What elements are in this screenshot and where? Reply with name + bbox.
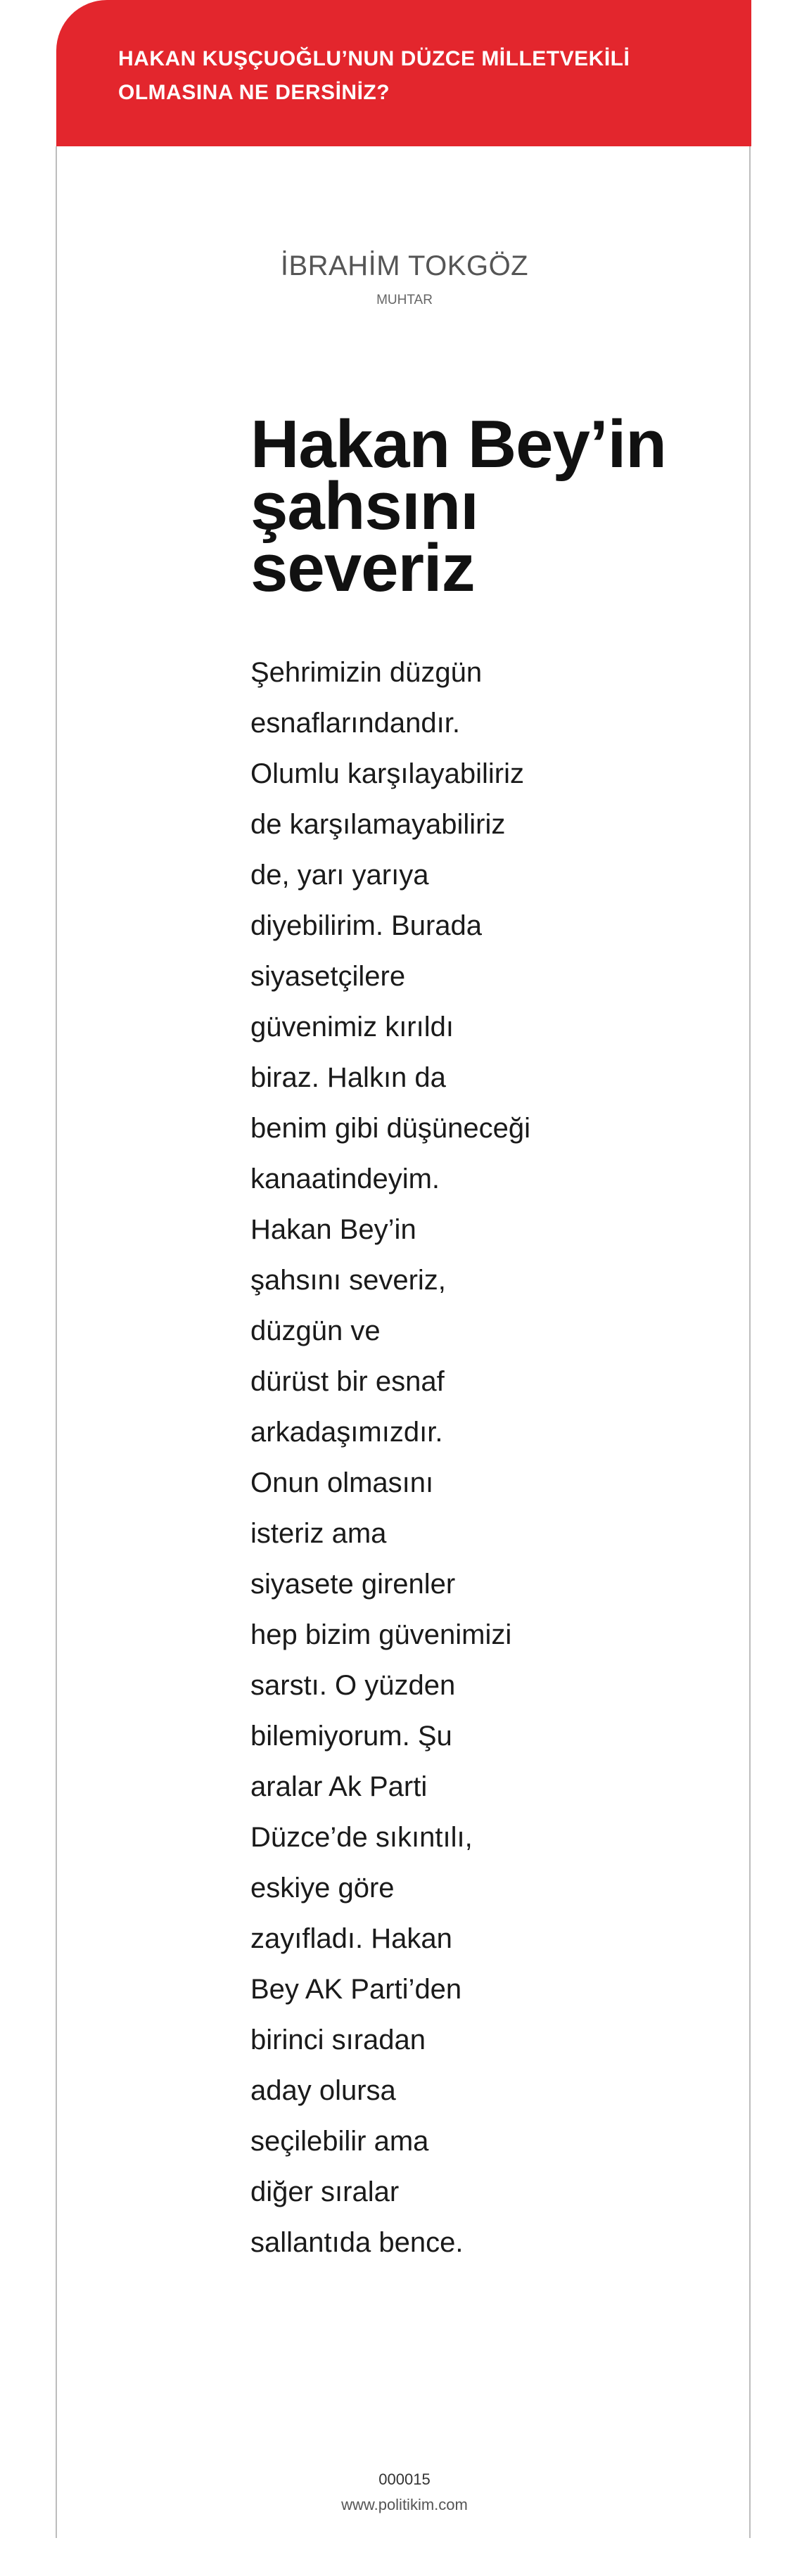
body-line: Bey AK Parti’den xyxy=(250,1974,462,2005)
body-line: zayıfladı. Hakan xyxy=(250,1923,452,1954)
author-role: MUHTAR xyxy=(376,293,433,307)
body-line: esnaflarındandır. xyxy=(250,708,460,739)
body-line: arkadaşımızdır. xyxy=(250,1417,443,1448)
headline-line: Hakan Bey’in xyxy=(250,407,666,482)
site-url: www.politikim.com xyxy=(341,2496,468,2513)
right-divider xyxy=(749,146,751,2538)
body-line: Onun olmasını xyxy=(250,1467,434,1498)
body-line: sallantıda bence. xyxy=(250,2227,464,2258)
body-line: Düzce’de sıkıntılı, xyxy=(250,1822,473,1853)
body-line: güvenimiz kırıldı xyxy=(250,1012,454,1042)
left-divider xyxy=(56,146,57,2538)
body-line: siyasetçilere xyxy=(250,961,406,992)
page-number: 000015 xyxy=(378,2470,431,2488)
body-line: sarstı. O yüzden xyxy=(250,1670,456,1701)
body-line: isteriz ama xyxy=(250,1518,387,1549)
header-title-line-1: HAKAN KUŞÇUOĞLU’NUN DÜZCE MİLLETVEKİLİ xyxy=(118,47,630,70)
body-line: dürüst bir esnaf xyxy=(250,1366,445,1397)
body-line: şahsını severiz, xyxy=(250,1265,446,1296)
body-line: bilemiyorum. Şu xyxy=(250,1721,452,1752)
article-body xyxy=(250,647,530,2268)
body-line: Şehrimizin düzgün xyxy=(250,657,483,688)
headline-line: severiz xyxy=(250,530,475,606)
body-line: diğer sıralar xyxy=(250,2176,400,2207)
body-line: aday olursa xyxy=(250,2075,396,2106)
body-line: diyebilirim. Burada xyxy=(250,910,483,941)
body-line: siyasete girenler xyxy=(250,1569,456,1600)
headline-line: şahsını xyxy=(250,468,478,544)
body-line: hep bizim güvenimizi xyxy=(250,1619,512,1650)
header-title xyxy=(118,42,737,110)
body-line: biraz. Halkın da xyxy=(250,1062,446,1093)
body-line: aralar Ak Parti xyxy=(250,1771,428,1802)
body-line: düzgün ve xyxy=(250,1315,381,1346)
article-headline xyxy=(250,407,701,606)
body-line: birinci sıradan xyxy=(250,2025,426,2055)
body-line: kanaatindeyim. xyxy=(250,1163,440,1194)
header-title-line-2: OLMASINA NE DERSİNİZ? xyxy=(118,81,390,104)
body-line: eskiye göre xyxy=(250,1873,395,1904)
body-line: de, yarı yarıya xyxy=(250,860,429,891)
body-line: Olumlu karşılayabiliriz xyxy=(250,758,524,789)
body-line: benim gibi düşüneceği xyxy=(250,1113,531,1144)
body-line: Hakan Bey’in xyxy=(250,1214,416,1245)
author-name: İBRAHİM TOKGÖZ xyxy=(280,250,529,281)
body-line: de karşılamayabiliriz xyxy=(250,809,506,840)
body-line: seçilebilir ama xyxy=(250,2126,429,2157)
